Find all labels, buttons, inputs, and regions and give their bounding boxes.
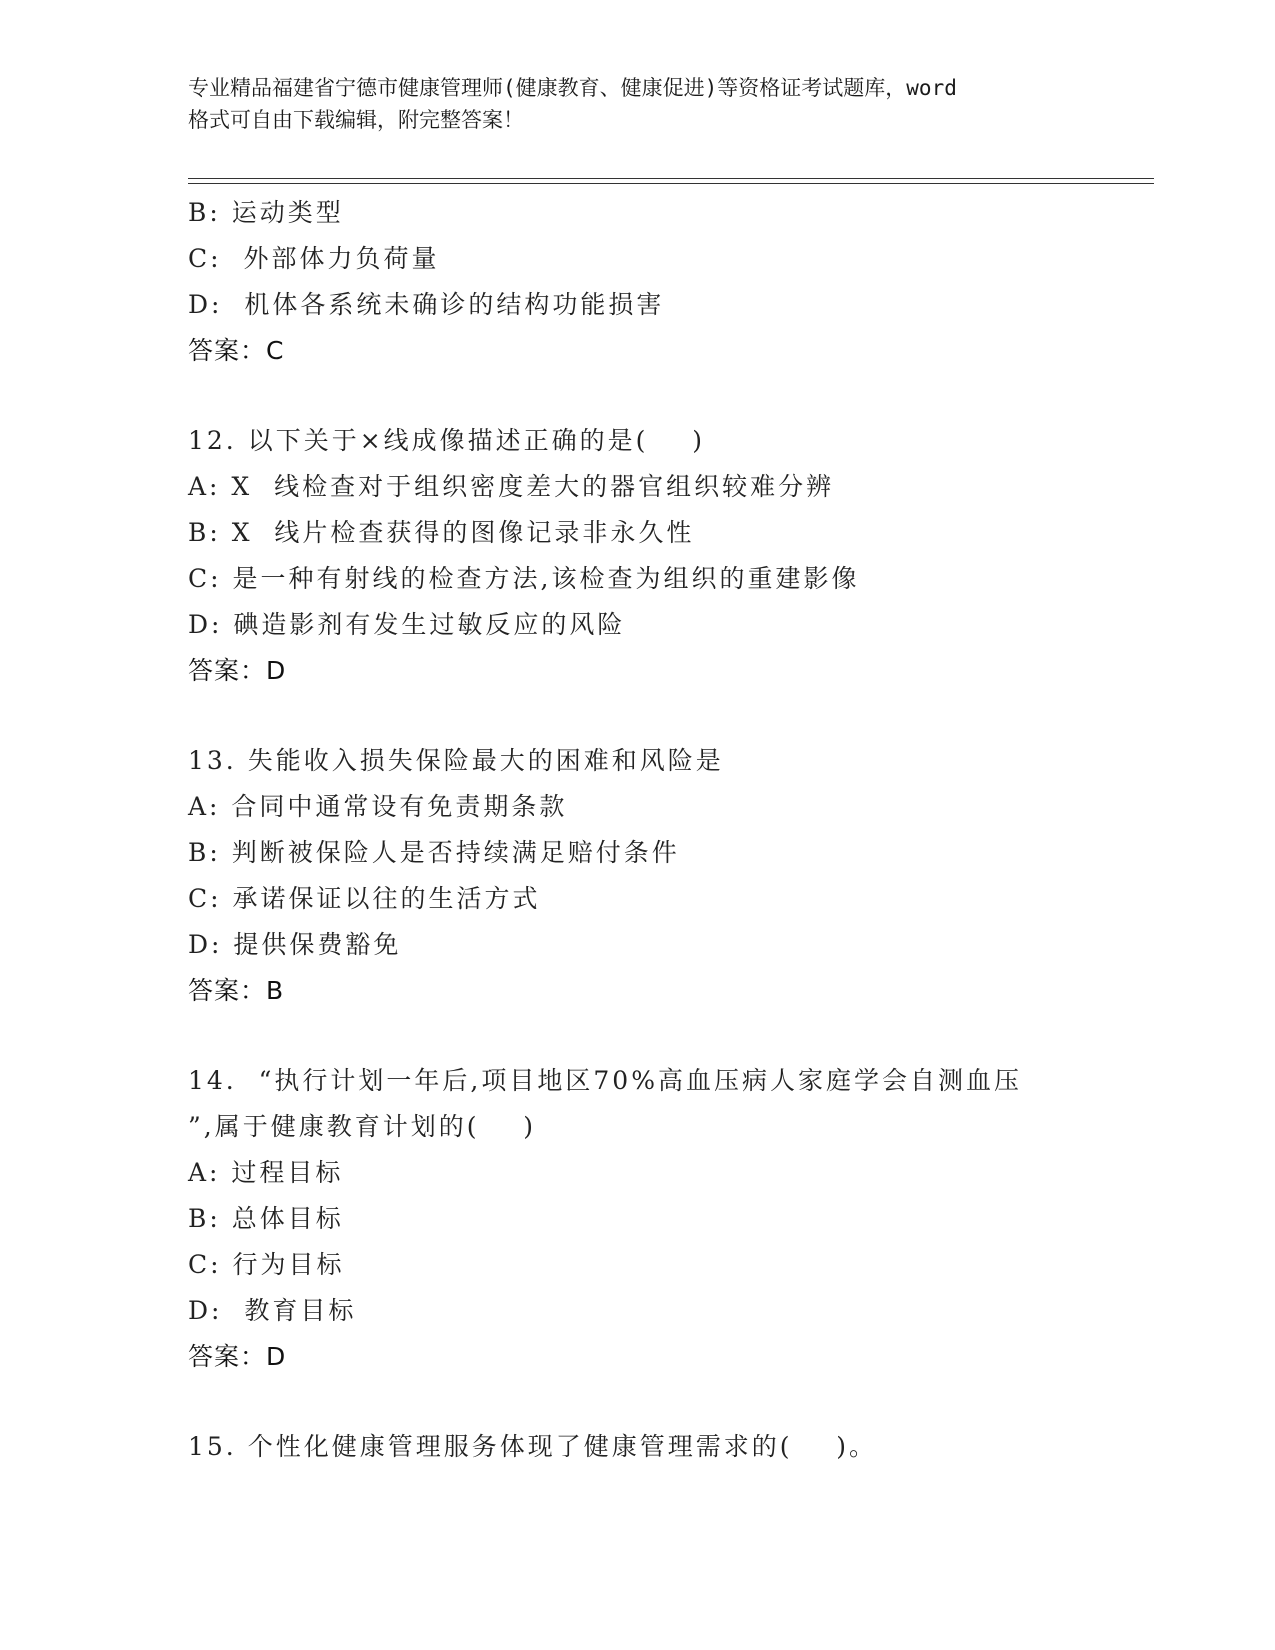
option-d: D: 碘造影剂有发生过敏反应的风险 (188, 610, 626, 639)
option-c: C: 外部体力负荷量 (188, 244, 440, 273)
question-stem: 14. “执行计划一年后,项目地区70%高血压病人家庭学会自测血压 (188, 1066, 1022, 1095)
question-12 (188, 418, 1148, 694)
prev-question-block (188, 190, 1148, 374)
option-d: D: 教育目标 (188, 1296, 357, 1325)
option-a: A: 合同中通常设有免责期条款 (188, 792, 568, 821)
question-stem: 13. 失能收入损失保险最大的困难和风险是 (188, 746, 724, 775)
option-c: C: 是一种有射线的检查方法,该检查为组织的重建影像 (188, 564, 860, 593)
answer-line: 答案：D (188, 1342, 287, 1371)
option-a: A: 过程目标 (188, 1158, 344, 1187)
option-b: B: 运动类型 (188, 198, 344, 227)
header-line-1: 专业精品福建省宁德市健康管理师(健康教育、健康促进)等资格证考试题库，word (188, 76, 957, 100)
document-header (188, 72, 1088, 136)
question-13 (188, 738, 1148, 1014)
option-c: C: 承诺保证以往的生活方式 (188, 884, 541, 913)
option-b: B: 总体目标 (188, 1204, 344, 1233)
question-stem: 12. 以下关于×线成像描述正确的是( ) (188, 426, 705, 455)
option-a: A: X 线检查对于组织密度差大的器官组织较难分辨 (188, 472, 835, 501)
header-divider-top (188, 178, 1154, 179)
header-divider-bottom (188, 183, 1154, 184)
header-line-2: 格式可自由下载编辑，附完整答案！ (188, 108, 524, 132)
option-d: D: 机体各系统未确诊的结构功能损害 (188, 290, 665, 319)
question-stem: 15. 个性化健康管理服务体现了健康管理需求的( )。 (188, 1432, 878, 1461)
question-15 (188, 1424, 1148, 1470)
question-list (188, 190, 1148, 1470)
option-d: D: 提供保费豁免 (188, 930, 402, 959)
question-stem-continued: ”,属于健康教育计划的( ) (188, 1112, 537, 1141)
answer-line: 答案：C (188, 336, 285, 365)
option-b: B: 判断被保险人是否持续满足赔付条件 (188, 838, 680, 867)
option-b: B: X 线片检查获得的图像记录非永久性 (188, 518, 695, 547)
answer-line: 答案：D (188, 656, 287, 685)
answer-line: 答案：B (188, 976, 285, 1005)
question-14 (188, 1058, 1148, 1380)
option-c: C: 行为目标 (188, 1250, 345, 1279)
